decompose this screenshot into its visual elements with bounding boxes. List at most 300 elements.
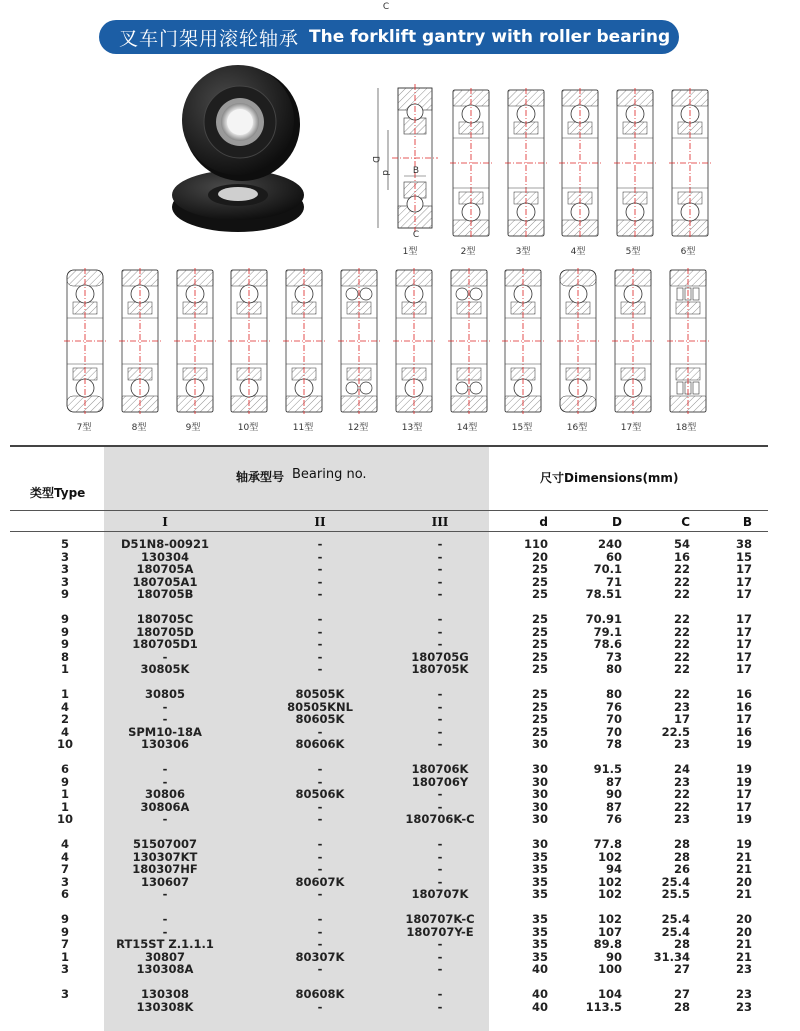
cell-type: 3	[60, 987, 69, 1001]
cell-c: 17	[673, 712, 690, 727]
cell-b3: -	[437, 537, 443, 551]
cell-type: 1	[60, 662, 69, 677]
cell-b2: -	[317, 537, 323, 551]
cell-type: 1	[60, 799, 69, 814]
cell-d: 30	[531, 837, 548, 851]
cell-b3: 180706Y	[411, 774, 469, 789]
cell-b1: 130308K	[136, 999, 194, 1014]
diagram-label-3: 3型	[515, 247, 531, 257]
diagram-type-10	[228, 268, 270, 414]
cell-b1: 180705B	[136, 587, 194, 602]
cell-type: 9	[60, 912, 69, 926]
cell-b1: 180705C	[136, 612, 194, 626]
cell-type: 2	[60, 712, 69, 727]
cell-b1: 30806	[144, 787, 185, 802]
cell-b: 21	[735, 862, 752, 877]
cell-b: 38	[735, 537, 752, 551]
diagram-type-16	[557, 268, 599, 414]
diagram-type-11	[283, 268, 325, 414]
cell-b: 19	[735, 774, 752, 789]
cell-type: 6	[60, 762, 69, 776]
cell-b2: 80607K	[295, 874, 345, 889]
table-row	[0, 763, 800, 775]
cell-b: 17	[735, 787, 752, 802]
table-row	[0, 738, 800, 750]
cell-b1: -	[162, 812, 168, 827]
diagram-type-13	[393, 268, 435, 414]
cell-b3: 180707Y-E	[406, 924, 474, 939]
cell-c: 23	[673, 699, 690, 714]
cell-d: 70	[605, 712, 622, 727]
cell-d: 35	[531, 874, 548, 889]
cell-b2: -	[317, 837, 323, 851]
cell-d: 79.1	[593, 624, 622, 639]
diagram-type-6	[669, 88, 711, 238]
cell-b3: -	[437, 624, 443, 639]
dim-label-d: d	[380, 170, 390, 176]
table-top-rule	[10, 445, 768, 447]
cell-b: 19	[735, 762, 752, 776]
cell-b2: 80505K	[295, 687, 345, 701]
title-banner	[99, 20, 679, 54]
cell-c: 16	[673, 549, 690, 564]
cell-type: 8	[60, 649, 69, 664]
background-watermark	[120, 0, 680, 18]
cell-b2: 80505KNL	[287, 699, 353, 714]
table-row	[0, 588, 800, 600]
diagram-type-12	[338, 268, 380, 414]
cell-b3: -	[437, 874, 443, 889]
cell-b2: 80506K	[295, 787, 345, 802]
cell-b: 17	[735, 574, 752, 589]
cell-d: 110	[523, 537, 548, 551]
table-row	[0, 626, 800, 638]
diagram-type-15	[502, 268, 544, 414]
cell-c: 31.34	[653, 949, 690, 964]
cell-b: 23	[735, 999, 752, 1014]
cell-d: 76	[605, 699, 622, 714]
table-row	[0, 801, 800, 813]
cell-c: 22	[673, 574, 690, 589]
cell-type: 9	[60, 774, 69, 789]
cell-b1: -	[162, 649, 168, 664]
cell-b: 17	[735, 799, 752, 814]
cell-d: 80	[605, 662, 622, 677]
cell-b2: -	[317, 549, 323, 564]
cell-d: 25	[531, 687, 548, 701]
cell-b2: 80606K	[295, 737, 345, 752]
diagram-type-18	[667, 268, 709, 414]
cell-d: 70.1	[593, 562, 622, 577]
cell-d: 25	[531, 637, 548, 652]
diagram-type-7	[64, 268, 106, 414]
cell-d: 40	[531, 962, 548, 977]
cell-d: 87	[605, 774, 622, 789]
cell-b: 17	[735, 662, 752, 677]
cell-b2: -	[317, 924, 323, 939]
cell-d: 102	[597, 912, 622, 926]
cell-b2: -	[317, 562, 323, 577]
cell-b3: -	[437, 712, 443, 727]
dim-label-B: B	[412, 166, 420, 176]
cell-type: 3	[60, 962, 69, 977]
cell-b: 17	[735, 587, 752, 602]
cell-b2: -	[317, 649, 323, 664]
cell-type: 3	[60, 574, 69, 589]
cell-b2: -	[317, 637, 323, 652]
cell-b: 19	[735, 737, 752, 752]
cell-b1: -	[162, 924, 168, 939]
cell-b1: 180705A	[136, 562, 194, 577]
diagram-label-9: 9型	[185, 423, 201, 433]
cell-type: 4	[60, 837, 69, 851]
cell-type: 7	[60, 862, 69, 877]
diagram-type-5	[614, 88, 656, 238]
cell-d: 76	[605, 812, 622, 827]
cell-d: 71	[605, 574, 622, 589]
cell-c: 22	[673, 787, 690, 802]
dim-label-c-bottom: C	[412, 230, 420, 240]
cell-d: 25	[531, 574, 548, 589]
cell-d: 25	[531, 662, 548, 677]
table-row	[0, 726, 800, 738]
diagram-label-10: 10型	[237, 423, 259, 433]
diagram-label-11: 11型	[292, 423, 314, 433]
cell-b1: -	[162, 887, 168, 902]
cell-type: 7	[60, 937, 69, 952]
cell-c: 22	[673, 687, 690, 701]
cell-b: 21	[735, 849, 752, 864]
cell-type: 9	[60, 924, 69, 939]
diagram-label-15: 15型	[511, 423, 533, 433]
cell-b3: -	[437, 687, 443, 701]
cell-c: 22	[673, 799, 690, 814]
cell-b: 16	[735, 687, 752, 701]
cell-b2: -	[317, 587, 323, 602]
cell-c: 22	[673, 624, 690, 639]
cell-b3: -	[437, 587, 443, 602]
table-header-rule	[10, 510, 768, 511]
subheader-B: B	[742, 515, 752, 529]
cell-b1: -	[162, 699, 168, 714]
cell-d: 35	[531, 949, 548, 964]
cell-b2: -	[317, 762, 323, 776]
cell-b2: 80608K	[295, 987, 345, 1001]
cell-c: 25.4	[661, 912, 690, 926]
cell-b: 17	[735, 624, 752, 639]
cell-d: 35	[531, 887, 548, 902]
cell-b: 16	[735, 724, 752, 739]
cell-c: 22	[673, 612, 690, 626]
cell-b3: -	[437, 837, 443, 851]
cell-type: 9	[60, 624, 69, 639]
cell-b1: SPM10-18A	[128, 724, 202, 739]
cell-type: 4	[60, 699, 69, 714]
cell-d: 240	[597, 537, 622, 551]
cell-b2: 80605K	[295, 712, 345, 727]
cell-b2: -	[317, 724, 323, 739]
cell-b1: 30806A	[140, 799, 190, 814]
diagram-type-8	[119, 268, 161, 414]
cell-b2: -	[317, 799, 323, 814]
cell-d: 90	[605, 949, 622, 964]
cell-b2: -	[317, 574, 323, 589]
cell-b3: -	[437, 862, 443, 877]
diagram-label-6: 6型	[680, 247, 696, 257]
cell-b2: -	[317, 662, 323, 677]
table-row	[0, 663, 800, 675]
cell-c: 22	[673, 637, 690, 652]
cell-d: 25	[531, 649, 548, 664]
cell-type: 3	[60, 562, 69, 577]
table-row	[0, 1001, 800, 1013]
cell-d: 35	[531, 862, 548, 877]
cell-d: 35	[531, 912, 548, 926]
dim-label-D: D	[370, 156, 380, 163]
cell-b3: -	[437, 799, 443, 814]
table-row	[0, 701, 800, 713]
cell-c: 28	[673, 849, 690, 864]
cell-c: 25.4	[661, 874, 690, 889]
cell-d: 78.6	[593, 637, 622, 652]
cell-b: 15	[735, 549, 752, 564]
cell-b1: 130304	[140, 549, 189, 564]
cell-c: 28	[673, 837, 690, 851]
cell-b: 21	[735, 949, 752, 964]
cell-b1: -	[162, 912, 168, 926]
cell-d: 35	[531, 924, 548, 939]
cell-b3: 180705G	[411, 649, 469, 664]
cell-d: 60	[605, 549, 622, 564]
cell-b1: 180307HF	[132, 862, 198, 877]
cell-type: 10	[56, 737, 73, 752]
table-row	[0, 988, 800, 1000]
cell-c: 27	[673, 987, 690, 1001]
cell-b3: -	[437, 937, 443, 952]
cell-b2: -	[317, 612, 323, 626]
cell-b3: -	[437, 737, 443, 752]
diagram-type-2	[450, 88, 492, 238]
table-row	[0, 638, 800, 650]
diagram-label-17: 17型	[620, 423, 642, 433]
cell-b3: -	[437, 549, 443, 564]
cell-b1: -	[162, 712, 168, 727]
cell-d: 107	[597, 924, 622, 939]
diagram-label-5: 5型	[625, 247, 641, 257]
subheader-bearing-ii: II	[314, 515, 326, 529]
cell-c: 22	[673, 562, 690, 577]
cell-b: 21	[735, 887, 752, 902]
cell-d: 90	[605, 787, 622, 802]
cell-b1: 30805	[144, 687, 185, 701]
table-subheader-rule	[10, 531, 768, 532]
table-row	[0, 688, 800, 700]
cell-c: 26	[673, 862, 690, 877]
cell-b1: RT15ST Z.1.1.1	[116, 937, 214, 952]
cell-b: 17	[735, 612, 752, 626]
table-row	[0, 538, 800, 550]
cell-b2: -	[317, 887, 323, 902]
cell-d: 104	[597, 987, 622, 1001]
cell-d: 94	[605, 862, 622, 877]
cell-type: 10	[56, 812, 73, 827]
diagram-type-3	[505, 88, 547, 238]
cell-b: 17	[735, 649, 752, 664]
cell-b3: 180707K-C	[405, 912, 475, 926]
cell-b2: -	[317, 774, 323, 789]
cell-type: 5	[60, 537, 69, 551]
table-row	[0, 551, 800, 563]
cell-d: 78.51	[585, 587, 622, 602]
cell-d: 25	[531, 724, 548, 739]
cell-b1: 130607	[140, 874, 189, 889]
cell-b: 23	[735, 987, 752, 1001]
cell-d: 40	[531, 999, 548, 1014]
diagram-type-17	[612, 268, 654, 414]
cell-b1: 180705D	[136, 624, 194, 639]
table-row	[0, 876, 800, 888]
cell-c: 28	[673, 999, 690, 1014]
table-row	[0, 851, 800, 863]
cell-b1: 130307KT	[132, 849, 198, 864]
table-row	[0, 838, 800, 850]
bearing-header-en: Bearing no.	[292, 467, 367, 482]
cell-d: 78	[605, 737, 622, 752]
table-row	[0, 913, 800, 925]
cell-type: 9	[60, 637, 69, 652]
cell-d: 73	[605, 649, 622, 664]
diagram-label-12: 12型	[347, 423, 369, 433]
cell-d: 30	[531, 812, 548, 827]
subheader-bearing-i: I	[162, 515, 168, 529]
cell-type: 1	[60, 687, 69, 701]
cell-b3: -	[437, 849, 443, 864]
table-row	[0, 951, 800, 963]
cell-b1: 130308	[140, 987, 189, 1001]
cell-b1: -	[162, 774, 168, 789]
cell-b: 16	[735, 699, 752, 714]
cell-b3: -	[437, 637, 443, 652]
cell-c: 24	[673, 762, 690, 776]
cell-c: 22.5	[661, 724, 690, 739]
cell-b3: 180705K	[411, 662, 469, 677]
cell-b1: 30807	[144, 949, 185, 964]
cell-type: 3	[60, 549, 69, 564]
cell-d: 25	[531, 587, 548, 602]
cell-d: 113.5	[585, 999, 622, 1014]
cell-b3: -	[437, 787, 443, 802]
cell-b: 20	[735, 912, 752, 926]
cell-b: 19	[735, 812, 752, 827]
cell-d: 25	[531, 562, 548, 577]
diagram-label-2: 2型	[460, 247, 476, 257]
cell-c: 54	[673, 537, 690, 551]
table-row	[0, 651, 800, 663]
cell-b1: D51N8-00921	[121, 537, 209, 551]
cell-b2: -	[317, 962, 323, 977]
cell-b: 20	[735, 924, 752, 939]
cell-c: 23	[673, 774, 690, 789]
cell-d: 25	[531, 624, 548, 639]
subheader-bearing-iii: III	[431, 515, 449, 529]
dimensions-header: 尺寸Dimensions(mm)	[540, 471, 679, 485]
diagram-label-4: 4型	[570, 247, 586, 257]
cell-b3: -	[437, 987, 443, 1001]
cell-d: 30	[531, 774, 548, 789]
cell-b: 17	[735, 637, 752, 652]
table-row	[0, 813, 800, 825]
table-row	[0, 888, 800, 900]
table-row	[0, 863, 800, 875]
cell-d: 35	[531, 849, 548, 864]
bearing-product-photo	[166, 62, 316, 234]
cell-b1: 30805K	[140, 662, 190, 677]
cell-c: 22	[673, 587, 690, 602]
cell-b3: -	[437, 724, 443, 739]
cell-d: 25	[531, 712, 548, 727]
cell-d: 102	[597, 874, 622, 889]
cell-b2: 80307K	[295, 949, 345, 964]
cell-b2: -	[317, 937, 323, 952]
cell-b2: -	[317, 849, 323, 864]
table-row	[0, 563, 800, 575]
cell-c: 23	[673, 812, 690, 827]
diagram-label-13: 13型	[401, 423, 423, 433]
cell-b3: -	[437, 562, 443, 577]
cell-b2: -	[317, 999, 323, 1014]
diagram-type-14	[448, 268, 490, 414]
cell-d: 87	[605, 799, 622, 814]
cell-d: 20	[531, 549, 548, 564]
cell-b1: -	[162, 762, 168, 776]
subheader-C: C	[681, 515, 690, 529]
cell-b2: -	[317, 812, 323, 827]
cell-b2: -	[317, 624, 323, 639]
cell-d: 89.8	[593, 937, 622, 952]
cell-type: 4	[60, 849, 69, 864]
cell-c: 22	[673, 649, 690, 664]
cell-b: 19	[735, 837, 752, 851]
cell-b3: 180706K	[411, 762, 469, 776]
cell-d: 30	[531, 787, 548, 802]
cell-d: 70.91	[585, 612, 622, 626]
diagram-label-7: 7型	[76, 423, 92, 433]
cell-d: 25	[531, 699, 548, 714]
table-row	[0, 713, 800, 725]
cell-b: 17	[735, 712, 752, 727]
cell-type: 6	[60, 887, 69, 902]
title-chinese: 叉车门架用滚轮轴承	[119, 27, 300, 50]
cell-b3: 180707K	[411, 887, 469, 902]
cell-d: 40	[531, 987, 548, 1001]
cell-b3: -	[437, 949, 443, 964]
cell-b1: 180705D1	[132, 637, 198, 652]
bearing-header-cn: 轴承型号	[236, 470, 285, 484]
cell-b3: 180706K-C	[405, 812, 475, 827]
table-row	[0, 576, 800, 588]
table-row	[0, 926, 800, 938]
cell-d: 30	[531, 762, 548, 776]
cell-b3: -	[437, 699, 443, 714]
cell-d: 77.8	[593, 837, 622, 851]
cell-b3: -	[437, 962, 443, 977]
cell-b1: 180705A1	[132, 574, 198, 589]
cell-b1: 51507007	[132, 837, 197, 851]
cell-type: 3	[60, 874, 69, 889]
cell-type: 9	[60, 587, 69, 602]
cell-d: 100	[597, 962, 622, 977]
cell-c: 27	[673, 962, 690, 977]
